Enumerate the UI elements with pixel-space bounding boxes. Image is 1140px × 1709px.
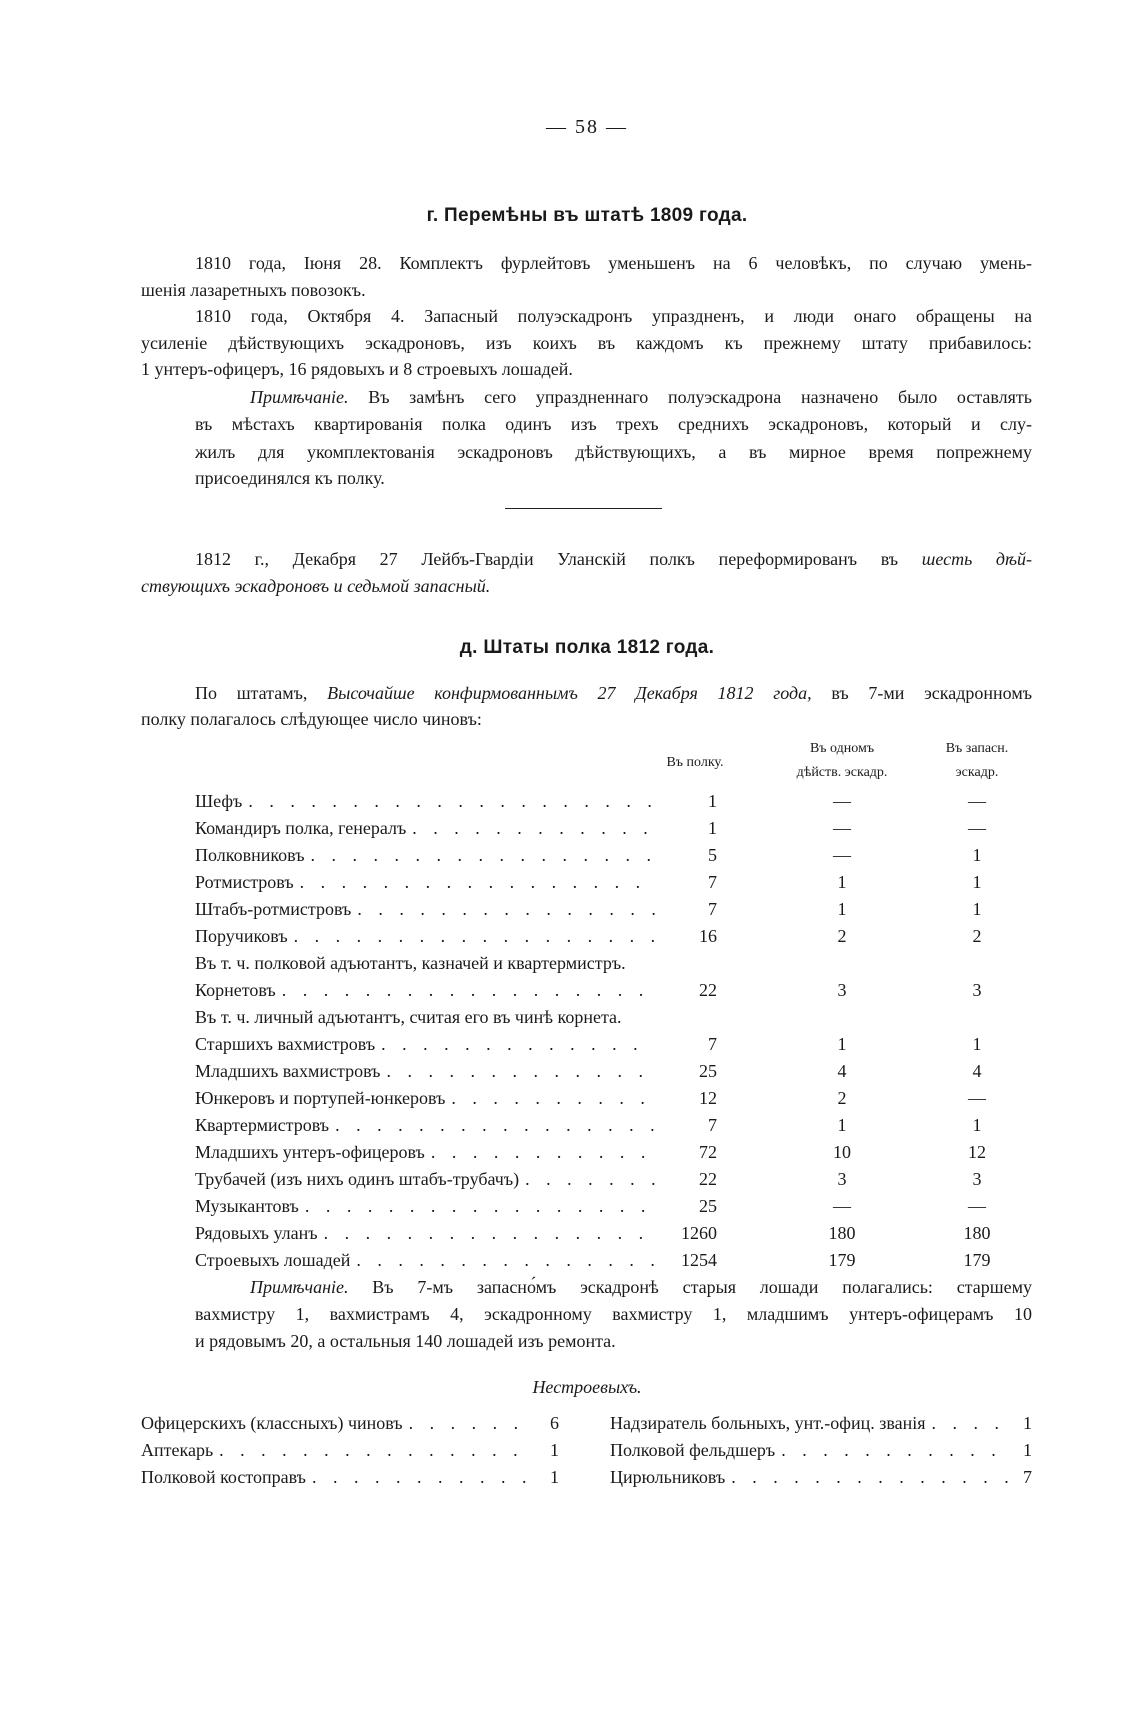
item-value: 1: [1023, 1440, 1032, 1460]
paragraph-line: 1810 года, Іюня 28. Комплектъ фурлейтовъ уменьшенъ на 6 человѣкъ, по случаю умень-: [195, 253, 1032, 273]
note2-line: вахмистру 1, вахмистрамъ 4, эскадронному вахмистру 1, младшимъ унтеръ-офицерамъ 10: [195, 1304, 1032, 1324]
active-squadron-count: 1: [837, 899, 847, 919]
reserve-squadron-count: 179: [963, 1250, 991, 1270]
row-label-text: Полковниковъ: [195, 845, 305, 865]
reserve-squadron-count: —: [968, 818, 986, 838]
header-line: Въ запасн.: [945, 741, 1009, 756]
regiment-count: 25: [699, 1196, 717, 1216]
row-label-text: Квартермистровъ: [195, 1115, 330, 1135]
regiment-count: 7: [708, 1034, 717, 1054]
intro-line: полку полагалось слѣдующее число чиновъ:: [141, 709, 482, 729]
active-squadron-count: —: [833, 1196, 851, 1216]
active-squadron-count: 2: [837, 1088, 847, 1108]
paragraph-1812-line: [195, 546, 1032, 573]
reserve-squadron-count: —: [968, 791, 986, 811]
reserve-squadron-count: 1: [972, 872, 982, 892]
table-row: [195, 977, 1025, 1004]
row-label: [195, 815, 655, 842]
item-value: 1: [550, 1467, 559, 1487]
regiment-count: 22: [699, 980, 717, 1000]
row-label-text: Трубачей (изъ нихъ одинъ штабъ-трубачъ): [195, 1169, 520, 1189]
note2-line: [250, 1274, 1032, 1301]
regiment-count: 7: [708, 899, 717, 919]
regiment-count: 25: [699, 1061, 717, 1081]
row-label-text: Строевыхъ лошадей: [195, 1250, 351, 1270]
row-label-text: Шефъ: [195, 791, 243, 811]
row-label-text: Поручиковъ: [195, 926, 288, 946]
item-label: Полковой фельдшеръ: [610, 1440, 776, 1460]
header-line: Въ одномъ: [809, 741, 875, 756]
non-combat-item: [141, 1437, 559, 1464]
row-label-text: Рядовыхъ уланъ: [195, 1223, 318, 1243]
active-squadron-count: 1: [837, 872, 847, 892]
paragraph-line: въ мѣстахъ квартированія полка одинъ изъ трехъ среднихъ эскадроновъ, который и слу-: [195, 414, 1032, 434]
row-label-text: Музыкантовъ: [195, 1196, 299, 1216]
paragraph-line: усиленіе дѣйствующихъ эскадроновъ, изъ коихъ въ каждомъ къ прежнему штату прибавилось:: [141, 333, 1032, 353]
row-label: [195, 1058, 655, 1085]
active-squadron-count: 180: [828, 1223, 856, 1243]
dot-leader: [351, 896, 655, 923]
item-label: Полковой костоправъ: [141, 1467, 306, 1487]
row-label-text: Ротмистровъ: [195, 872, 294, 892]
regiment-count: 16: [699, 926, 717, 946]
reserve-squadron-count: —: [968, 1088, 986, 1108]
reserve-squadron-count: 1: [972, 845, 982, 865]
row-label: [195, 1112, 655, 1139]
row-label: [195, 1193, 655, 1220]
item-value: 6: [550, 1413, 559, 1433]
active-squadron-count: —: [833, 791, 851, 811]
regiment-count: 1: [708, 818, 717, 838]
row-label: [195, 1085, 655, 1112]
regiment-count: 1: [708, 791, 717, 811]
non-combat-item: [141, 1464, 559, 1491]
header-line: дѣйств. эскадр.: [796, 765, 888, 780]
reserve-squadron-count: —: [968, 1196, 986, 1216]
dot-leader: [350, 1247, 655, 1274]
paragraph-text: 1812 г., Декабря 27 Лейбъ-Гвардіи Уланскій полкъ переформированъ въ: [195, 549, 899, 569]
paragraph-1812-line: ствующихъ эскадроновъ и седьмой запасный.: [141, 576, 491, 596]
regiment-count: 22: [699, 1169, 717, 1189]
row-label: [195, 1247, 655, 1274]
section-d-heading: д. Штаты полка 1812 года.: [459, 637, 715, 658]
dot-leader: [925, 1410, 1008, 1437]
paragraph-line: жилъ для укомплектованія эскадроновъ дѣйствующихъ, а въ мирное время попрежнему: [195, 442, 1032, 462]
non-combat-item: [610, 1437, 1032, 1464]
table-note: Въ т. ч. личный адъютантъ, считая его въ чинѣ корнета.: [195, 1007, 622, 1027]
dot-leader: [294, 869, 655, 896]
regiment-count: 72: [699, 1142, 717, 1162]
reserve-squadron-count: 1: [972, 1034, 982, 1054]
column-header-reserve: [907, 737, 1047, 785]
column-header-regiment: Въ полку.: [666, 755, 724, 770]
table-row: [195, 1031, 1025, 1058]
note-line: [250, 384, 1032, 411]
row-label-text: Младшихъ унтеръ-офицеровъ: [195, 1142, 425, 1162]
active-squadron-count: 3: [837, 980, 847, 1000]
item-value: 7: [1023, 1467, 1032, 1487]
row-label: [195, 896, 655, 923]
paragraph-italic: шесть дѣй-: [921, 549, 1032, 569]
active-squadron-count: 4: [837, 1061, 847, 1081]
intro-text: въ 7-ми эскадронномъ: [831, 683, 1032, 703]
note-label: Примѣчаніе.: [250, 387, 349, 407]
table-row: [195, 1058, 1025, 1085]
dot-leader: [775, 1437, 1008, 1464]
table-row: [195, 1220, 1025, 1247]
reserve-squadron-count: 180: [963, 1223, 991, 1243]
paragraph-line: шенія лазаретныхъ повозокъ.: [141, 280, 366, 300]
row-label: [195, 1031, 655, 1058]
reserve-squadron-count: 4: [972, 1061, 982, 1081]
row-label-text: Командиръ полка, генералъ: [195, 818, 407, 838]
dot-leader: [242, 788, 655, 815]
non-combat-item: [610, 1464, 1032, 1491]
table-row: [195, 842, 1025, 869]
note-label: Примѣчаніе.: [250, 1277, 349, 1297]
non-combat-item: [610, 1410, 1032, 1437]
active-squadron-count: —: [833, 818, 851, 838]
reserve-squadron-count: 1: [972, 1115, 982, 1135]
section-g-heading: г. Перемѣны въ штатѣ 1809 года.: [426, 205, 748, 226]
item-value: 1: [1023, 1413, 1032, 1433]
note-text: Въ 7-мъ запасно́мъ эскадронѣ старыя лошади полагались: старшему: [372, 1277, 1032, 1297]
reserve-squadron-count: 12: [968, 1142, 986, 1162]
active-squadron-count: 179: [828, 1250, 856, 1270]
regiment-count: 7: [708, 872, 717, 892]
item-label: Надзиратель больныхъ, унт.-офиц. званія: [610, 1413, 926, 1433]
table-row: [195, 1085, 1025, 1112]
table-row: [195, 1166, 1025, 1193]
active-squadron-count: 1: [837, 1034, 847, 1054]
active-squadron-count: 2: [837, 926, 847, 946]
section-divider: [505, 508, 662, 509]
reserve-squadron-count: 3: [972, 980, 982, 1000]
non-combat-title: Нестроевыхъ.: [532, 1377, 642, 1397]
regiment-count: 12: [699, 1088, 717, 1108]
table-row: [195, 788, 1025, 815]
dot-leader: [380, 1058, 655, 1085]
dot-leader: [299, 1193, 655, 1220]
regiment-count: 1254: [681, 1250, 717, 1270]
table-note: Въ т. ч. полковой адъютантъ, казначей и квартермистръ.: [195, 953, 626, 973]
table-row: [195, 896, 1025, 923]
row-label-text: Штабъ-ротмистровъ: [195, 899, 352, 919]
row-label: [195, 1139, 655, 1166]
row-label: [195, 977, 655, 1004]
regiment-count: 5: [708, 845, 717, 865]
item-label: Аптекарь: [141, 1440, 214, 1460]
active-squadron-count: 1: [837, 1115, 847, 1135]
dot-leader: [276, 977, 655, 1004]
dot-leader: [519, 1166, 655, 1193]
dot-leader: [306, 1464, 535, 1491]
item-label: Цирюльниковъ: [610, 1467, 726, 1487]
row-label: [195, 842, 655, 869]
dot-leader: [406, 815, 655, 842]
item-value: 1: [550, 1440, 559, 1460]
table-row: [195, 923, 1025, 950]
table-row: [195, 1247, 1025, 1274]
paragraph-line: 1 унтеръ-офицеръ, 16 рядовыхъ и 8 строевыхъ лошадей.: [141, 359, 573, 379]
page-number: — 58 —: [546, 116, 628, 138]
paragraph-line: присоединялся къ полку.: [195, 468, 385, 488]
active-squadron-count: —: [833, 845, 851, 865]
item-label: Офицерскихъ (классныхъ) чиновъ: [141, 1413, 403, 1433]
active-squadron-count: 3: [837, 1169, 847, 1189]
row-label: [195, 923, 655, 950]
paragraph-line: 1810 года, Октября 4. Запасный полуэскадронъ упраздненъ, и люди онаго обращены на: [195, 306, 1032, 326]
header-line: эскадр.: [955, 765, 999, 780]
dot-leader: [445, 1085, 655, 1112]
row-label: [195, 788, 655, 815]
table-row: [195, 1193, 1025, 1220]
regiment-count: 7: [708, 1115, 717, 1135]
dot-leader: [305, 842, 655, 869]
non-combat-item: [141, 1410, 559, 1437]
note-text: Въ замѣнъ сего упраздненнаго полуэскадрона назначено было оставлять: [368, 387, 1032, 407]
intro-text: По штатамъ,: [195, 683, 308, 703]
dot-leader: [425, 1139, 655, 1166]
dot-leader: [329, 1112, 655, 1139]
row-label-text: Корнетовъ: [195, 980, 276, 1000]
dot-leader: [288, 923, 655, 950]
reserve-squadron-count: 2: [972, 926, 982, 946]
dot-leader: [403, 1410, 535, 1437]
table-row: [195, 815, 1025, 842]
dot-leader: [318, 1220, 655, 1247]
intro-line: [195, 680, 1032, 707]
row-label-text: Младшихъ вахмистровъ: [195, 1061, 381, 1081]
row-label: [195, 1220, 655, 1247]
intro-italic: Высочайше конфирмованнымъ 27 Декабря 1812 года,: [327, 683, 812, 703]
regiment-count: 1260: [681, 1223, 717, 1243]
column-header-active: [772, 737, 912, 785]
row-label: [195, 1166, 655, 1193]
row-label: [195, 869, 655, 896]
reserve-squadron-count: 3: [972, 1169, 982, 1189]
dot-leader: [375, 1031, 655, 1058]
row-label-text: Юнкеровъ и портупей-юнкеровъ: [195, 1088, 446, 1108]
reserve-squadron-count: 1: [972, 899, 982, 919]
table-row: [195, 1112, 1025, 1139]
active-squadron-count: 10: [833, 1142, 851, 1162]
table-row: [195, 869, 1025, 896]
row-label-text: Старшихъ вахмистровъ: [195, 1034, 376, 1054]
table-row: [195, 1139, 1025, 1166]
dot-leader: [213, 1437, 535, 1464]
dot-leader: [725, 1464, 1008, 1491]
note2-line: и рядовымъ 20, а остальныя 140 лошадей изъ ремонта.: [195, 1331, 616, 1351]
